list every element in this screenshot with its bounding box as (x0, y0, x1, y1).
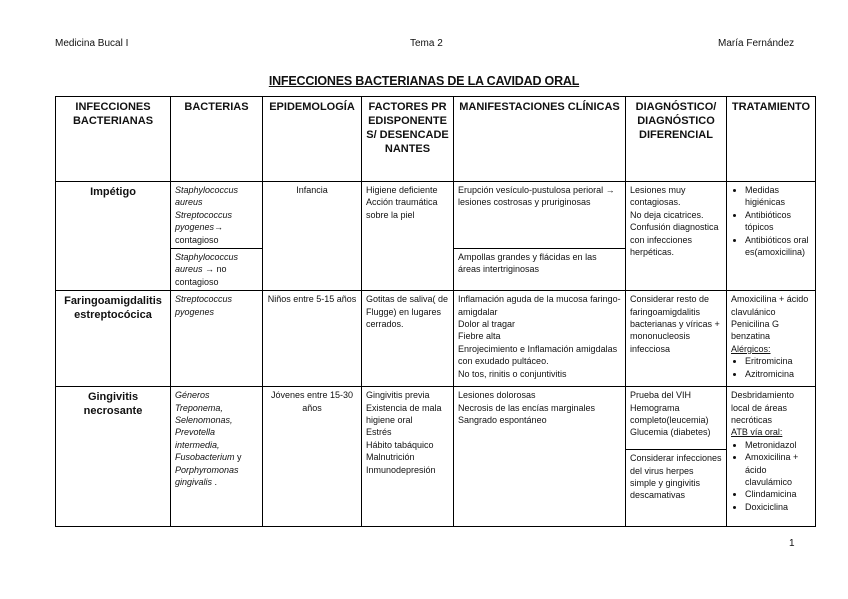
epidemiology-cell: Niños entre 5-15 años (267, 294, 357, 305)
list-item: • Antibióticos orales(amoxicilina) (745, 234, 811, 259)
manifestation-cell: Inflamación aguda de la mucosa faringo-amigdalar Dolor al tragar Fiebre alta Enrojecimiento e Inflamación amigdalas con exudado pultáceo. No tos, rinitis o conjuntivitis (458, 294, 621, 379)
diagnosis-cell: Prueba del VIH Hemograma completo(leucemia) Glucemia (diabetes) (630, 390, 711, 438)
header-center: Tema 2 (410, 38, 443, 49)
bacteria-cell: Staphylococcus aureus Streptococcus pyogenes→ contagioso (175, 185, 239, 245)
diagnosis-cell: Considerar infecciones del virus herpes simple y gingivitis descamativas (626, 449, 726, 504)
treatment-cell: Desbridamiento local de áreas necróticas ATB vía oral: • Metronidazol • Amoxicilina + ácido clavulámico • Clindamicina • Doxiciclina (727, 387, 815, 515)
manifestation-cell: Lesiones dolorosas Necrosis de las encías marginales Sangrado espontáneo (458, 390, 596, 426)
diagnosis-cell: Lesiones muy contagiosas. No deja cicatrices. Confusión diagnostica con infecciones herpéticas. (630, 185, 719, 258)
diagnosis-cell: Considerar resto de faringoamigdalitis bacterianas y víricas + mononucleosis infecciosa (630, 294, 720, 354)
epidemiology-cell: Jóvenes entre 15-30 años (270, 390, 354, 413)
disease-name: Faringoamigdalitis estreptocócica (64, 295, 162, 322)
col-header: BACTERIAS (171, 97, 263, 182)
col-header: FACTORES PREDISPONENTES/ DESENCADENANTES (362, 97, 454, 182)
treatment-cell: Amoxicilina + ácido clavulánico Penicilina G benzatina Alérgicos: • Eritromicina • Azitromicina (727, 291, 815, 382)
factors-cell: Higiene deficiente Acción traumática sobre la piel (366, 185, 438, 220)
document-title: INFECCIONES BACTERIANAS DE LA CAVIDAD ORAL (268, 74, 580, 88)
list-item: • Azitromicina (745, 368, 811, 380)
list-item: • Antibióticos tópicos (745, 209, 811, 234)
bacteria-cell: Staphylococcus aureus → no contagioso (171, 248, 262, 290)
list-item: • Eritromicina (745, 355, 811, 367)
table-row (56, 291, 816, 387)
list-item: • Clindamicina (745, 488, 811, 500)
table-header-row (56, 97, 816, 182)
disease-name: Impétigo (90, 186, 136, 198)
col-header: EPIDEMOLOGÍA (263, 97, 362, 182)
col-header: DIAGNÓSTICO/ DIAGNÓSTICO DIFERENCIAL (626, 97, 727, 182)
list-item: • Medidas higiénicas (745, 184, 811, 209)
table-row (56, 387, 816, 527)
treatment-cell (727, 182, 815, 260)
col-header: MANIFESTACIONES CLÍNICAS (454, 97, 626, 182)
infections-table (55, 96, 816, 527)
col-header: TRATAMIENTO (727, 97, 816, 182)
bacteria-cell: Streptococcus pyogenes (175, 294, 233, 317)
disease-name: Gingivitis necrosante (83, 391, 143, 418)
bacteria-cell: Géneros Treponema, Selenomonas, Prevotella intermedia, Fusobacterium y Porphyromonas gingivalis . (175, 390, 242, 488)
list-item: • Amoxicilina + ácido clavulámico (745, 451, 811, 488)
epidemiology-cell: Infancia (296, 185, 328, 195)
factors-cell: Gingivitis previa Existencia de mala higiene oral Estrés Hábito tabáquico Malnutrición Inmunodepresión (366, 390, 442, 475)
table-row (56, 182, 816, 291)
list-item: • Metronidazol (745, 439, 811, 451)
header-right: María Fernández (718, 38, 795, 49)
header-left: Medicina Bucal I (55, 38, 129, 49)
list-item: • Doxiciclina (745, 501, 811, 513)
factors-cell: Gotitas de saliva( de Flugge) en lugares cerrados. (366, 294, 449, 330)
manifestation-cell: Erupción vesículo-pustulosa perioral → lesiones costrosas y pruriginosas (458, 185, 615, 208)
manifestation-cell: Ampollas grandes y flácidas en las áreas intertriginosas (454, 248, 625, 278)
page-number: 1 (789, 538, 795, 549)
col-header: INFECCIONES BACTERIANAS (56, 97, 171, 182)
